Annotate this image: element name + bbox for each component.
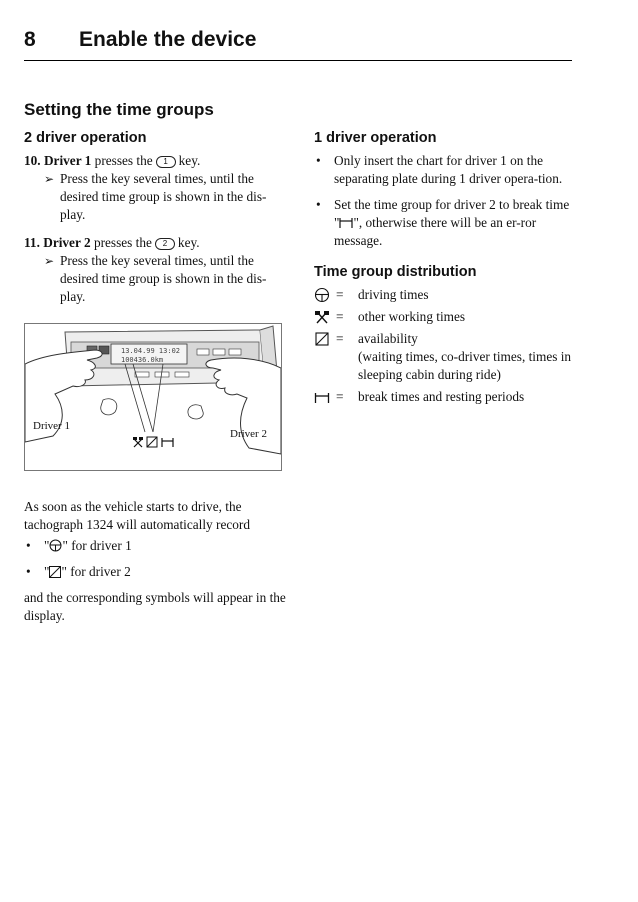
availability-icon bbox=[49, 566, 61, 578]
steering-wheel-icon bbox=[314, 287, 330, 303]
auto-record-note bbox=[24, 498, 286, 625]
step-10-text: presses the bbox=[94, 153, 153, 168]
left-column bbox=[24, 130, 286, 314]
dist-row-driving bbox=[314, 286, 576, 308]
subheading-2-driver: 2 driver operation bbox=[24, 130, 147, 146]
hammers-icon bbox=[314, 309, 330, 325]
dist-text-main: availability bbox=[358, 331, 418, 346]
one-driver-bullet-2-text: Set the time group for driver 2 to break time " bbox=[334, 197, 570, 230]
section-title: Setting the time groups bbox=[24, 100, 214, 119]
auto-record-bullet-driver2 bbox=[24, 563, 286, 581]
page-header bbox=[24, 28, 572, 61]
page-number: 8 bbox=[24, 28, 36, 51]
one-driver-bullet-1 bbox=[314, 152, 576, 188]
dist-text: driving times bbox=[358, 287, 429, 302]
auto-record-intro: As soon as the vehicle starts to drive, the tachograph 1324 will automatically record bbox=[24, 499, 250, 532]
auto-record-bullet-driver1 bbox=[24, 537, 286, 555]
display-date-time: 13.04.99 13:02 bbox=[121, 347, 181, 355]
equals-sign: = bbox=[336, 309, 344, 324]
step-10-instruction-text: Press the key several times, until the desired time group is shown in the dis-play. bbox=[60, 171, 267, 222]
subheading-1-driver: 1 driver operation bbox=[314, 130, 437, 146]
driver1-caption: Driver 1 bbox=[33, 420, 70, 432]
step-10-instruction bbox=[24, 170, 286, 224]
driver2-key-icon: 2 bbox=[155, 238, 175, 250]
one-driver-bullet-2-text-after: ", otherwise there will be an er-ror message. bbox=[334, 215, 537, 248]
bed-icon bbox=[162, 438, 173, 447]
step-11-label: 11. Driver 2 bbox=[24, 235, 91, 250]
auto-record-bullet-driver1-text: " for driver 1 bbox=[62, 538, 132, 553]
right-column bbox=[314, 130, 576, 410]
step-11-instruction bbox=[24, 252, 286, 306]
driver2-caption: Driver 2 bbox=[230, 428, 267, 440]
arrow-icon: ➢ bbox=[44, 172, 55, 186]
step-10 bbox=[24, 152, 286, 224]
step-11 bbox=[24, 234, 286, 306]
bed-icon bbox=[314, 389, 330, 405]
quote-open: " bbox=[44, 564, 50, 579]
dist-text: break times and resting periods bbox=[358, 389, 525, 404]
tachograph-drawing bbox=[25, 324, 281, 470]
auto-record-bullet-driver2-text: " for driver 2 bbox=[61, 564, 131, 579]
dist-text-sub: (waiting times, co-driver times, times in sleeping cabin during ride) bbox=[358, 349, 572, 382]
display-odometer: 100436.0km bbox=[121, 356, 164, 364]
tachograph-display bbox=[121, 347, 180, 365]
equals-sign: = bbox=[336, 287, 344, 302]
dist-text: other working times bbox=[358, 309, 466, 324]
step-11-instruction-text: Press the key several times, until the desired time group is shown in the dis-play. bbox=[60, 253, 267, 304]
dist-row-rest bbox=[314, 388, 576, 410]
step-11-text-after: key. bbox=[177, 235, 200, 250]
equals-sign: = bbox=[336, 389, 344, 404]
auto-record-outro: and the corresponding symbols will appear in the display. bbox=[24, 590, 286, 623]
steering-wheel-icon bbox=[49, 539, 62, 552]
equals-sign: = bbox=[336, 331, 344, 346]
driver1-key-icon: 1 bbox=[156, 156, 176, 168]
one-driver-bullet-2 bbox=[314, 196, 576, 250]
one-driver-bullet-1-text: Only insert the chart for driver 1 on the separating plate during 1 driver opera-tion. bbox=[334, 153, 563, 186]
bed-icon bbox=[339, 218, 353, 229]
arrow-icon: ➢ bbox=[44, 254, 55, 268]
dist-row-availability bbox=[314, 330, 576, 388]
bullet-icon: • bbox=[26, 564, 31, 579]
step-11-text: presses the bbox=[93, 235, 152, 250]
step-10-text-after: key. bbox=[178, 153, 201, 168]
availability-icon bbox=[314, 331, 330, 347]
bullet-icon: • bbox=[316, 197, 321, 212]
quote-open: " bbox=[44, 538, 50, 553]
hammers-icon bbox=[133, 437, 143, 447]
dist-text bbox=[358, 330, 578, 384]
time-group-distribution-heading: Time group distribution bbox=[314, 264, 477, 280]
dist-row-work bbox=[314, 308, 576, 330]
step-10-label: 10. Driver 1 bbox=[24, 153, 92, 168]
bullet-icon: • bbox=[316, 153, 321, 168]
time-group-list bbox=[314, 286, 576, 410]
chapter-title: Enable the device bbox=[79, 28, 257, 51]
tachograph-illustration bbox=[24, 323, 282, 471]
bullet-icon: • bbox=[26, 538, 31, 553]
availability-icon bbox=[147, 437, 157, 447]
